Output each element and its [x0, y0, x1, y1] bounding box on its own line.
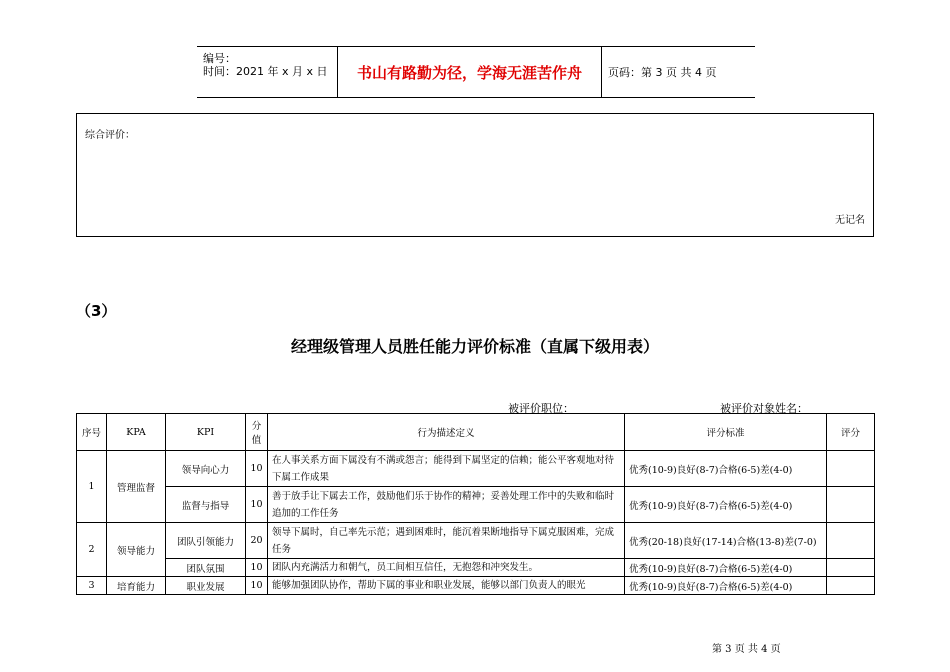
header-seq: 序号: [77, 414, 107, 451]
row-kpi: 团队引领能力: [166, 523, 246, 559]
document-header: [197, 46, 755, 98]
row-score: 10: [246, 559, 268, 577]
header-page-info: 页码：第 3 页 共 4 页: [608, 66, 717, 79]
header-score-line2: 值: [251, 435, 262, 446]
row-standard: 优秀(10-9)良好(8-7)合格(6-5)差(4-0): [625, 559, 827, 577]
row-kpi: 团队氛围: [166, 559, 246, 577]
page-footer: 第 3 页 共 4 页: [712, 644, 781, 655]
header-rating: 评分: [827, 414, 875, 451]
section-number: （3）: [76, 302, 117, 320]
row-rating-cell[interactable]: [827, 559, 875, 577]
table-row: [77, 577, 875, 595]
header-standard: 评分标准: [625, 414, 827, 451]
row-score: 20: [246, 523, 268, 559]
table-header-row: [77, 414, 875, 451]
evaluated-name-label: 被评价对象姓名：: [720, 402, 808, 415]
row-standard: 优秀(20-18)良好(17-14)合格(13-8)差(7-0): [625, 523, 827, 559]
header-behavior: 行为描述定义: [268, 414, 625, 451]
row-kpa: 领导能力: [107, 523, 166, 577]
row-kpa: 管理监督: [107, 451, 166, 523]
comment-box: [76, 113, 874, 237]
anonymous-label: 无记名: [835, 215, 865, 226]
row-kpa: 培育能力: [107, 577, 166, 595]
row-seq: 2: [77, 523, 107, 577]
row-rating-cell[interactable]: [827, 487, 875, 523]
row-score: 10: [246, 487, 268, 523]
comment-label: 综合评价：: [85, 130, 135, 141]
row-description: 善于放手让下属去工作，鼓励他们乐于协作的精神；妥善处理工作中的失败和临时追加的工作任务: [268, 487, 625, 523]
header-meta: [197, 47, 338, 97]
row-score: 10: [246, 577, 268, 595]
header-motto: 书山有路勤为径，学海无涯苦作舟: [338, 47, 602, 97]
table-row: [77, 523, 875, 559]
row-kpi: 监督与指导: [166, 487, 246, 523]
evaluated-position-label: 被评价职位：: [508, 402, 574, 415]
row-rating-cell[interactable]: [827, 523, 875, 559]
row-rating-cell[interactable]: [827, 577, 875, 595]
table-row: [77, 559, 875, 577]
header-score: [246, 414, 268, 451]
evaluation-table: [76, 413, 875, 595]
header-kpa: KPA: [107, 414, 166, 451]
row-rating-cell[interactable]: [827, 451, 875, 487]
row-description: 能够加强团队协作，帮助下属的事业和职业发展，能够以部门负责人的眼光: [268, 577, 625, 595]
row-seq: 1: [77, 451, 107, 523]
table-row: [77, 487, 875, 523]
row-description: 团队内充满活力和朝气，员工间相互信任，无抱怨和冲突发生。: [268, 559, 625, 577]
row-standard: 优秀(10-9)良好(8-7)合格(6-5)差(4-0): [625, 487, 827, 523]
row-kpi: 领导向心力: [166, 451, 246, 487]
row-kpi: 职业发展: [166, 577, 246, 595]
header-kpi: KPI: [166, 414, 246, 451]
table-row: [77, 451, 875, 487]
page-title: 经理级管理人员胜任能力评价标准（直属下级用表）: [290, 337, 659, 356]
row-score: 10: [246, 451, 268, 487]
row-description: 在人事关系方面下属没有不满或怨言；能得到下属坚定的信赖；能公平客观地对待下属工作成果: [268, 451, 625, 487]
row-seq: 3: [77, 577, 107, 595]
time-label: 时间：2021 年 x 月 x 日: [203, 65, 328, 78]
row-description: 领导下属时，自己率先示范；遇到困难时，能沉着果断地指导下属克服困难，完成任务: [268, 523, 625, 559]
row-standard: 优秀(10-9)良好(8-7)合格(6-5)差(4-0): [625, 451, 827, 487]
row-standard: 优秀(10-9)良好(8-7)合格(6-5)差(4-0): [625, 577, 827, 595]
header-score-line1: 分: [251, 421, 262, 432]
number-label: 编号：: [203, 52, 236, 65]
